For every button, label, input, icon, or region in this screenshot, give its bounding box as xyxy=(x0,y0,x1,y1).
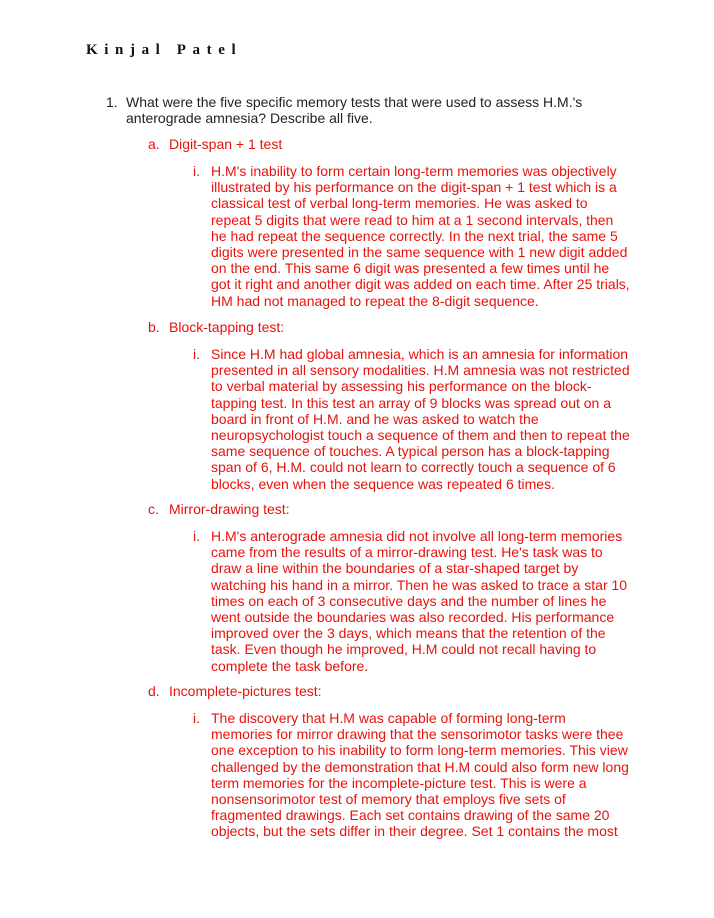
item-marker: i. xyxy=(193,710,200,726)
item-marker: i. xyxy=(193,528,200,544)
section-title: Incomplete-pictures test: xyxy=(169,683,322,699)
answer-text: H.M's anterograde amnesia did not involve all long-term memories came from the results of a mirror-drawing test. He's task was to draw a line within the boundaries of a star-shaped target by watching his hand in a mirror. Then he was asked to trace a star 10 times on each of 3 consecutive days and the number of lines he went outside the boundaries was also recorded. His performance improved over the 3 days, which means that the retention of the task. Even though he improved, H.M could not recall having to complete the task before. xyxy=(211,528,628,674)
author-name: Kinjal Patel xyxy=(86,42,243,58)
question-number: 1. xyxy=(106,94,118,110)
section-marker: b. xyxy=(148,319,160,335)
section-title: Mirror-drawing test: xyxy=(169,501,290,517)
section-title: Block-tapping test: xyxy=(169,319,285,335)
section-title: Digit-span + 1 test xyxy=(169,136,283,152)
answer-text: H.M's inability to form certain long-term memories was objectively illustrated by his performance on the digit-span + 1 test which is a classical test of verbal long-term memories. He was asked to repeat 5 digits that were read to him at a 1 second intervals, then he had repeat the sequence correctly. In the next trial, the same 5 digits were presented in the same sequence with 1 new digit added on the end. This same 6 digit was presented a few times until he got it right and another digit was added on each time. After 25 trials, HM had not managed to repeat the 8-digit sequence. xyxy=(211,163,630,309)
question-text: What were the five specific memory tests that were used to assess H.M.'s anterograde amnesia? Describe all five. xyxy=(126,94,583,127)
item-marker: i. xyxy=(193,346,200,362)
section-marker: d. xyxy=(148,683,160,699)
answer-text: Since H.M had global amnesia, which is an amnesia for information presented in all sensory modalities. H.M amnesia was not restricted to verbal material by assessing his performance on the block- tapping test. In this test an array of 9 blocks was spread out on a board in front of H.M. and he was asked to watch the neuropsychologist touch a sequence of them and then to repeat the same sequence of touches. A typical person has a block-tapping span of 6, H.M. could not learn to correctly touch a sequence of 6 blocks, even when the sequence was repeated 6 times. xyxy=(211,346,630,492)
section-marker: c. xyxy=(148,501,159,517)
section-marker: a. xyxy=(148,136,160,152)
item-marker: i. xyxy=(193,163,200,179)
answer-text: The discovery that H.M was capable of forming long-term memories for mirror drawing that the sensorimotor tasks were thee one exception to his inability to form long-term memories. This view challenged by the demonstration that H.M could also form new long term memories for the incomplete-picture test. This is were a nonsensorimotor test of memory that employs five sets of fragmented drawings. Each set contains drawing of the same 20 objects, but the sets differ in their degree. Set 1 contains the most xyxy=(211,710,629,840)
